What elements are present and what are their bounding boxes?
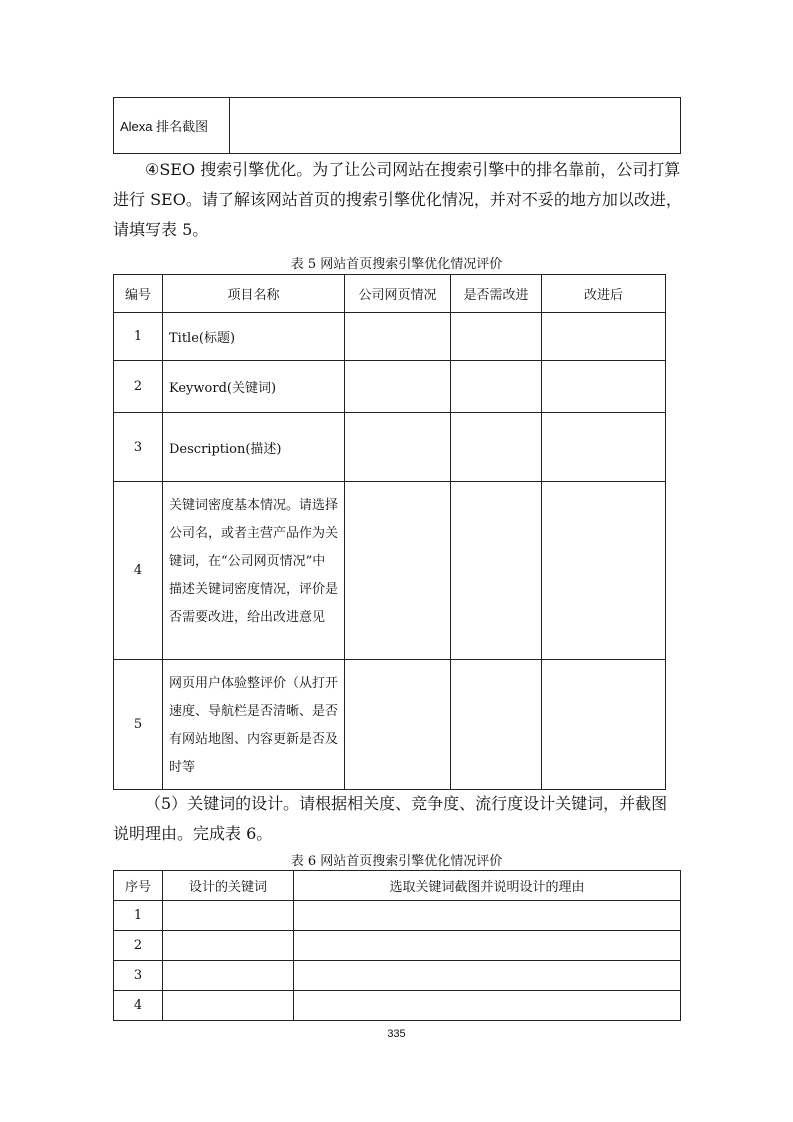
table-row bbox=[114, 482, 666, 660]
table-row bbox=[114, 901, 681, 931]
table-row bbox=[114, 413, 666, 482]
cell-company-status[interactable] bbox=[345, 482, 451, 660]
row-number: 3 bbox=[114, 961, 163, 991]
table5-header-row bbox=[114, 275, 666, 313]
table6 bbox=[113, 870, 681, 1021]
row-number: 4 bbox=[114, 482, 163, 660]
alexa-table bbox=[113, 97, 681, 154]
row-item: Keyword(关键词) bbox=[163, 361, 345, 413]
row-number: 5 bbox=[114, 660, 163, 790]
cell-after-improvement[interactable] bbox=[542, 361, 666, 413]
row-number: 2 bbox=[114, 931, 163, 961]
cell-after-improvement[interactable] bbox=[542, 413, 666, 482]
table6-header: 设计的关键词 bbox=[163, 871, 294, 901]
cell-company-status[interactable] bbox=[345, 413, 451, 482]
cell-needs-improvement[interactable] bbox=[451, 361, 542, 413]
cell-company-status[interactable] bbox=[345, 361, 451, 413]
table6-header: 序号 bbox=[114, 871, 163, 901]
table5-caption: 表 5 网站首页搜索引擎优化情况评价 bbox=[290, 257, 503, 272]
cell-company-status[interactable] bbox=[345, 660, 451, 790]
page-number: 335 bbox=[387, 1028, 406, 1040]
cell-keyword[interactable] bbox=[163, 961, 294, 991]
row-item: 关键词密度基本情况。请选择公司名，或者主营产品作为关键词，在“公司网页情况”中描述关键词密度情况，评价是否需要改进，给出改进意见 bbox=[163, 482, 345, 660]
cell-needs-improvement[interactable] bbox=[451, 413, 542, 482]
cell-company-status[interactable] bbox=[345, 313, 451, 361]
seo-paragraph bbox=[113, 155, 683, 245]
row-number: 1 bbox=[114, 313, 163, 361]
table5-header: 公司网页情况 bbox=[345, 275, 451, 313]
table5-header: 是否需改进 bbox=[451, 275, 542, 313]
cell-after-improvement[interactable] bbox=[542, 313, 666, 361]
row-item: Title(标题) bbox=[163, 313, 345, 361]
cell-after-improvement[interactable] bbox=[542, 660, 666, 790]
seo-paragraph-text: ④SEO 搜索引擎优化。为了让公司网站在搜索引擎中的排名靠前，公司打算进行 SEO。请了解该网站首页的搜索引擎优化情况，并对不妥的地方加以改进，请填写表 5。 bbox=[113, 160, 682, 239]
table5-header: 编号 bbox=[114, 275, 163, 313]
alexa-label: Alexa 排名截图 bbox=[114, 98, 230, 154]
row-item: Description(描述) bbox=[163, 413, 345, 482]
table-row bbox=[114, 991, 681, 1021]
table-row bbox=[114, 931, 681, 961]
cell-reason[interactable] bbox=[294, 901, 681, 931]
table6-header-row bbox=[114, 871, 681, 901]
cell-keyword[interactable] bbox=[163, 931, 294, 961]
table-row bbox=[114, 361, 666, 413]
row-number: 1 bbox=[114, 901, 163, 931]
table-row bbox=[114, 313, 666, 361]
keyword-paragraph-text: （5）关键词的设计。请根据相关度、竞争度、流行度设计关键词，并截图说明理由。完成表 6。 bbox=[113, 794, 668, 843]
cell-reason[interactable] bbox=[294, 961, 681, 991]
cell-reason[interactable] bbox=[294, 991, 681, 1021]
table-row bbox=[114, 660, 666, 790]
table5-header: 项目名称 bbox=[163, 275, 345, 313]
table6-header: 选取关键词截图并说明设计的理由 bbox=[294, 871, 681, 901]
row-item: 网页用户体验整评价（从打开速度、导航栏是否清晰、是否有网站地图、内容更新是否及时等 bbox=[163, 660, 345, 790]
table6-caption: 表 6 网站首页搜索引擎优化情况评价 bbox=[290, 854, 503, 869]
table5-header: 改进后 bbox=[542, 275, 666, 313]
row-number: 4 bbox=[114, 991, 163, 1021]
table-row bbox=[114, 961, 681, 991]
row-number: 2 bbox=[114, 361, 163, 413]
cell-keyword[interactable] bbox=[163, 991, 294, 1021]
alexa-value[interactable] bbox=[230, 98, 681, 154]
keyword-paragraph bbox=[113, 789, 683, 849]
cell-after-improvement[interactable] bbox=[542, 482, 666, 660]
cell-needs-improvement[interactable] bbox=[451, 482, 542, 660]
cell-reason[interactable] bbox=[294, 931, 681, 961]
table5 bbox=[113, 274, 666, 790]
cell-needs-improvement[interactable] bbox=[451, 313, 542, 361]
cell-keyword[interactable] bbox=[163, 901, 294, 931]
cell-needs-improvement[interactable] bbox=[451, 660, 542, 790]
row-number: 3 bbox=[114, 413, 163, 482]
